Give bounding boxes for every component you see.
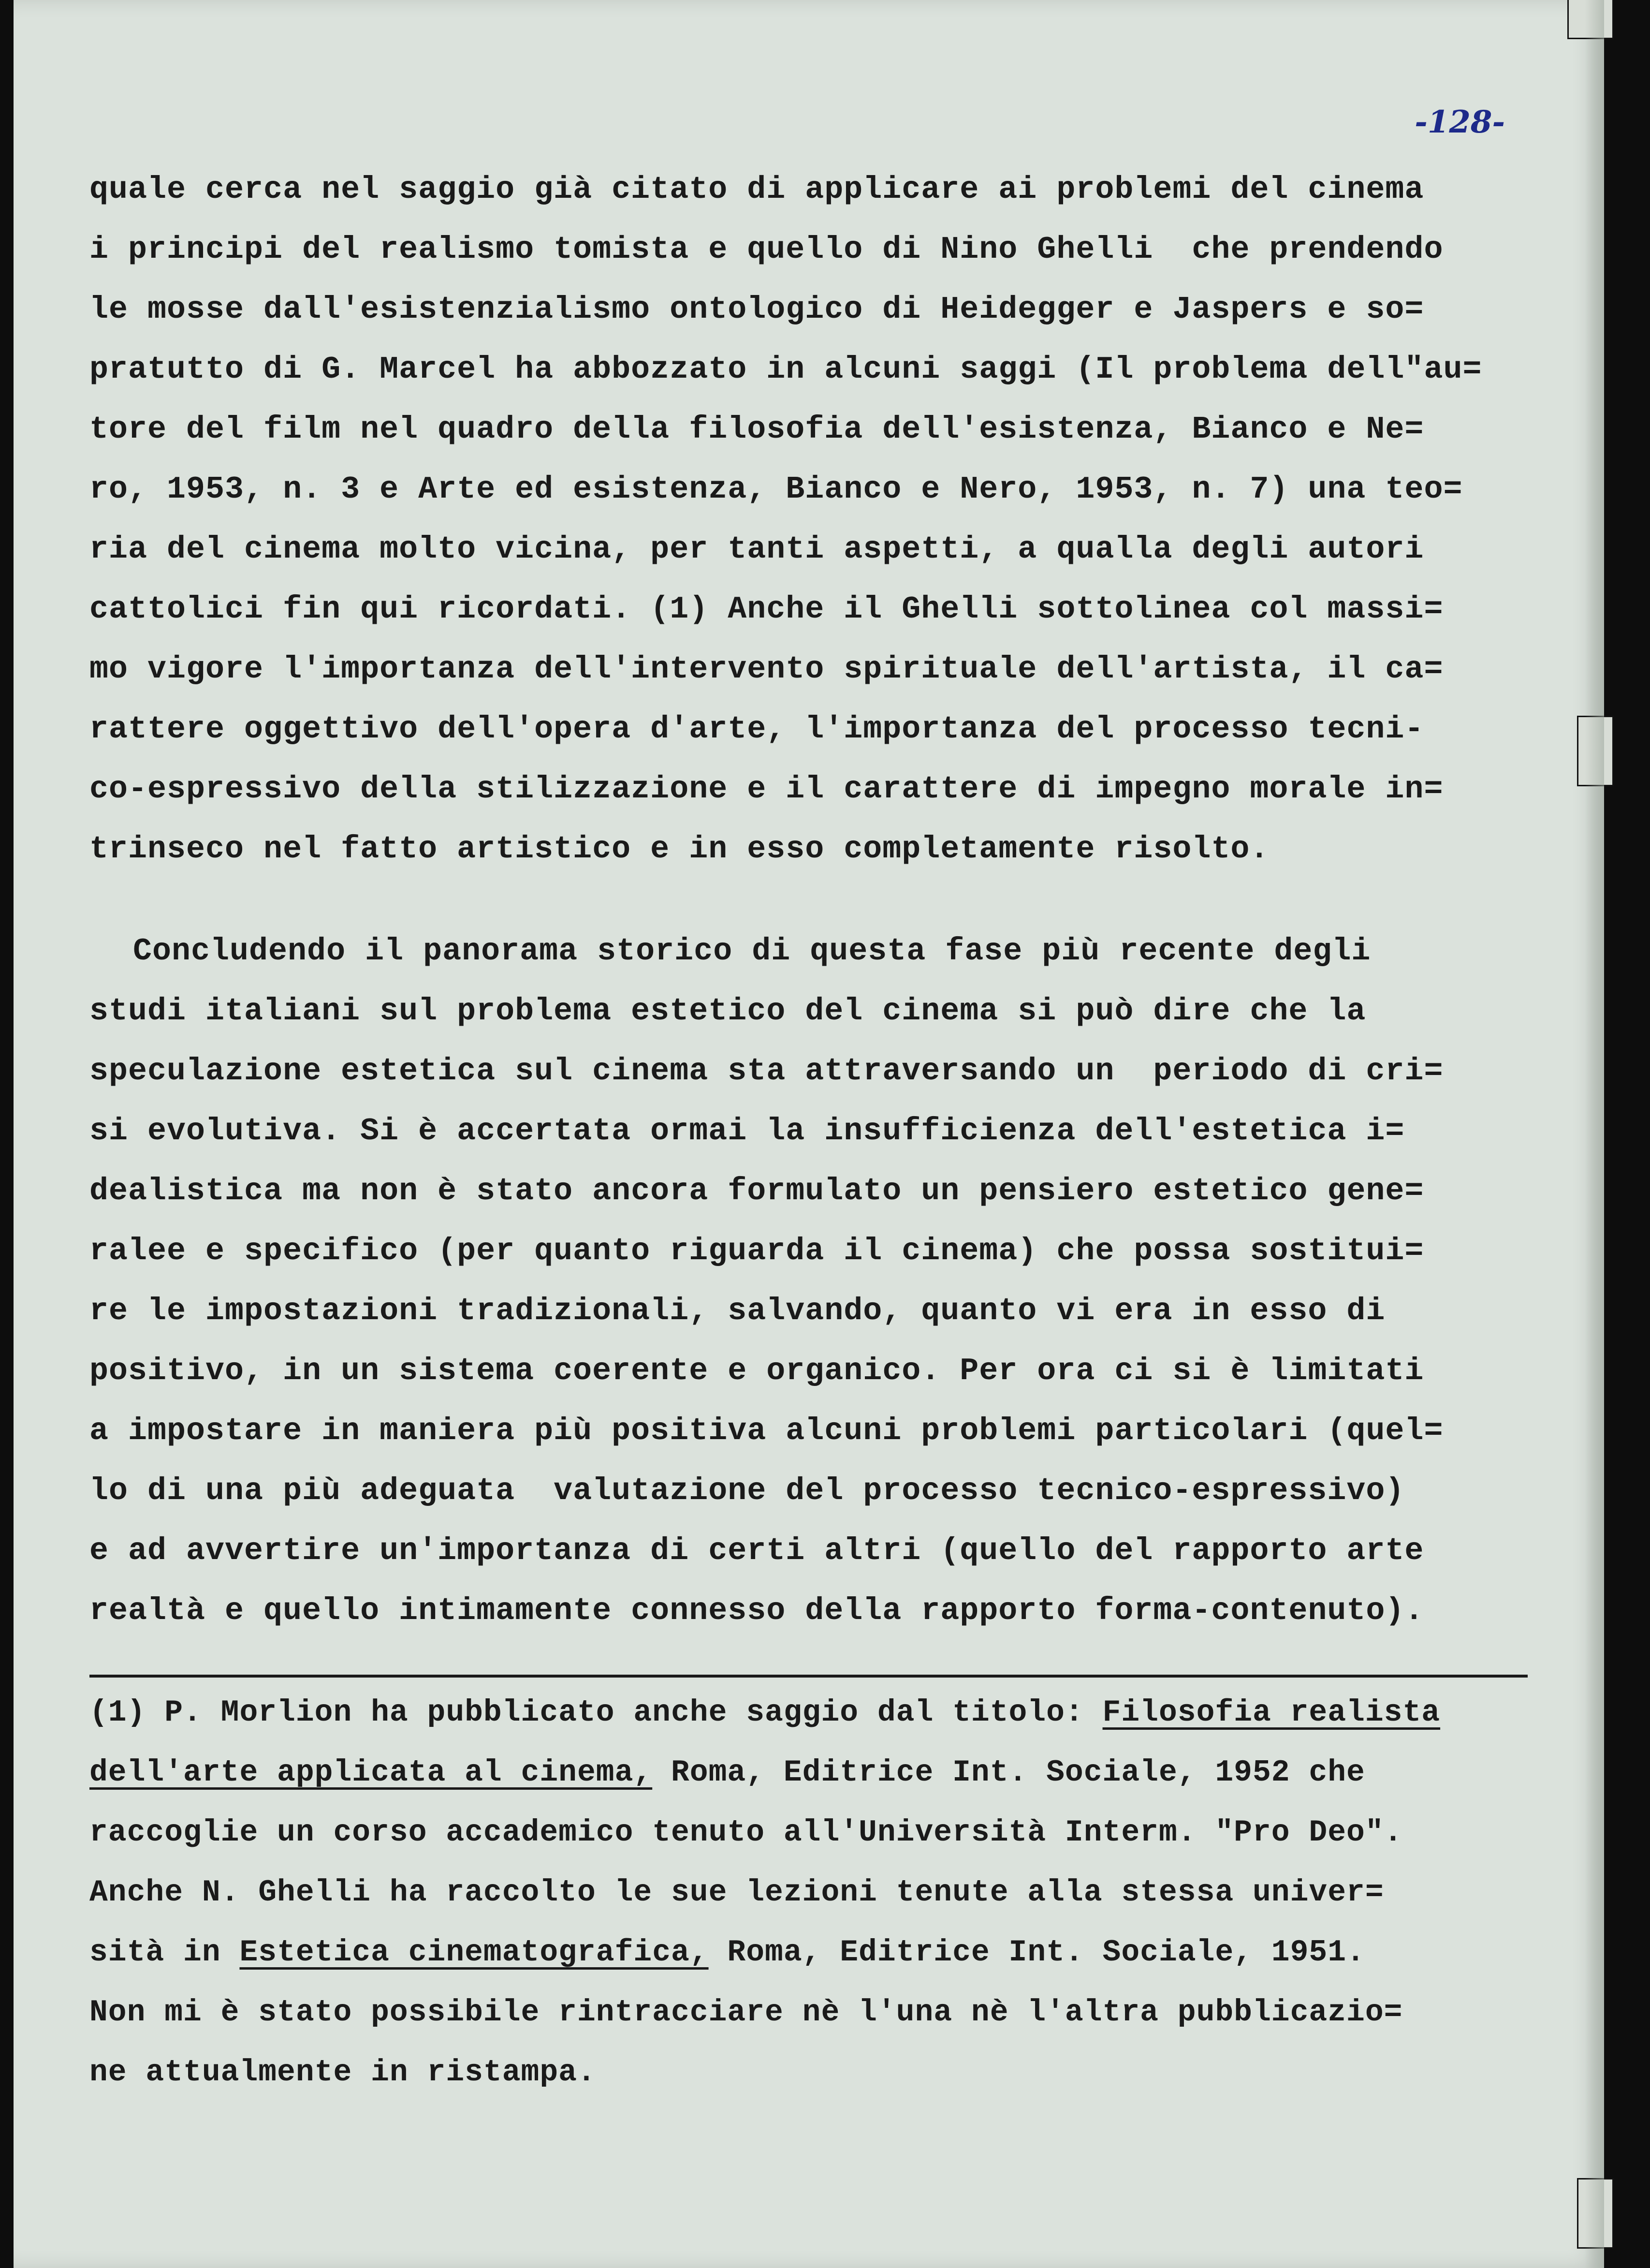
text-line: re le impostazioni tradizionali, salvando, quanto vi era in esso di bbox=[89, 1293, 1386, 1329]
footnote-title: Estetica cinematografica, bbox=[239, 1935, 709, 1970]
footnote-line: ne attualmente in ristampa. bbox=[89, 2055, 596, 2090]
text-line: tore del film nel quadro della filosofia dell'esistenza, Bianco e Ne= bbox=[89, 412, 1424, 447]
text-line: ria del cinema molto vicina, per tanti aspetti, a qualla degli autori bbox=[89, 531, 1424, 567]
footnote-line: Non mi è stato possibile rintracciare nè l'una nè l'altra pubblicazio= bbox=[89, 1995, 1403, 2030]
text-line: pratutto di G. Marcel ha abbozzato in alcuni saggi (Il problema dell"au= bbox=[89, 352, 1482, 387]
footnote-line bbox=[89, 1745, 1520, 1805]
text-line: i principi del realismo tomista e quello di Nino Ghelli che prendendo bbox=[89, 232, 1444, 267]
paragraph-2 bbox=[89, 921, 1491, 1641]
footnote-text: Roma, Editrice Int. Sociale, 1952 che bbox=[652, 1755, 1365, 1790]
text-line: speculazione estetica sul cinema sta attraversando un periodo di cri= bbox=[89, 1053, 1444, 1089]
footnote bbox=[89, 1685, 1520, 2105]
footnote-title: Filosofia realista bbox=[1102, 1695, 1441, 1730]
footnote-text: Roma, Editrice Int. Sociale, 1951. bbox=[708, 1935, 1365, 1970]
text-line: studi italiani sul problema estetico del cinema si può dire che la bbox=[89, 993, 1366, 1029]
binder-tab bbox=[1577, 2178, 1614, 2249]
page-number: -128- bbox=[1415, 104, 1505, 140]
text-line: realtà e quello intimamente connesso della rapporto forma-contenuto). bbox=[89, 1593, 1424, 1629]
paragraph-1 bbox=[89, 160, 1491, 879]
footnote-text: sità in bbox=[89, 1935, 240, 1970]
text-line: a impostare in maniera più positiva alcuni problemi particolari (quel= bbox=[89, 1413, 1444, 1449]
text-line: positivo, in un sistema coerente e organico. Per ora ci si è limitati bbox=[89, 1353, 1424, 1389]
footnote-line bbox=[89, 1925, 1520, 1985]
text-line: trinseco nel fatto artistico e in esso completamente risolto. bbox=[89, 831, 1270, 867]
text-line: le mosse dall'esistenzialismo ontologico di Heidegger e Jaspers e so= bbox=[89, 292, 1424, 327]
text-line: si evolutiva. Si è accertata ormai la insufficienza dell'estetica i= bbox=[89, 1113, 1405, 1149]
footnote-divider bbox=[89, 1675, 1528, 1678]
text-line: ro, 1953, n. 3 e Arte ed esistenza, Bianco e Nero, 1953, n. 7) una teo= bbox=[89, 471, 1463, 507]
text-line: mo vigore l'importanza dell'intervento spirituale dell'artista, il ca= bbox=[89, 651, 1444, 687]
footnote-line: raccoglie un corso accademico tenuto all'Università Interm. "Pro Deo". bbox=[89, 1815, 1403, 1850]
binder-tab bbox=[1577, 716, 1614, 786]
text-line: e ad avvertire un'importanza di certi altri (quello del rapporto arte bbox=[89, 1533, 1424, 1569]
text-line: quale cerca nel saggio già citato di applicare ai problemi del cinema bbox=[89, 172, 1424, 207]
text-line: dealistica ma non è stato ancora formulato un pensiero estetico gene= bbox=[89, 1173, 1424, 1209]
binder-tab bbox=[1567, 0, 1614, 39]
text-line: co-espressivo della stilizzazione e il carattere di impegno morale in= bbox=[89, 771, 1444, 807]
footnote-line bbox=[89, 1685, 1520, 1745]
footnote-title: dell'arte applicata al cinema, bbox=[89, 1755, 653, 1790]
text-line: rattere oggettivo dell'opera d'arte, l'importanza del processo tecni- bbox=[89, 711, 1424, 747]
text-line: ralee e specifico (per quanto riguarda il cinema) che possa sostitui= bbox=[89, 1233, 1424, 1269]
text-line: lo di una più adeguata valutazione del processo tecnico-espressivo) bbox=[89, 1473, 1405, 1509]
footnote-line: Anche N. Ghelli ha raccolto le sue lezioni tenute alla stessa univer= bbox=[89, 1875, 1384, 1910]
text-line: Concludendo il panorama storico di questa fase più recente degli bbox=[133, 933, 1371, 969]
footnote-text: (1) P. Morlion ha pubblicato anche saggio dal titolo: bbox=[89, 1695, 1103, 1730]
text-line: cattolici fin qui ricordati. (1) Anche il Ghelli sottolinea col massi= bbox=[89, 591, 1444, 627]
